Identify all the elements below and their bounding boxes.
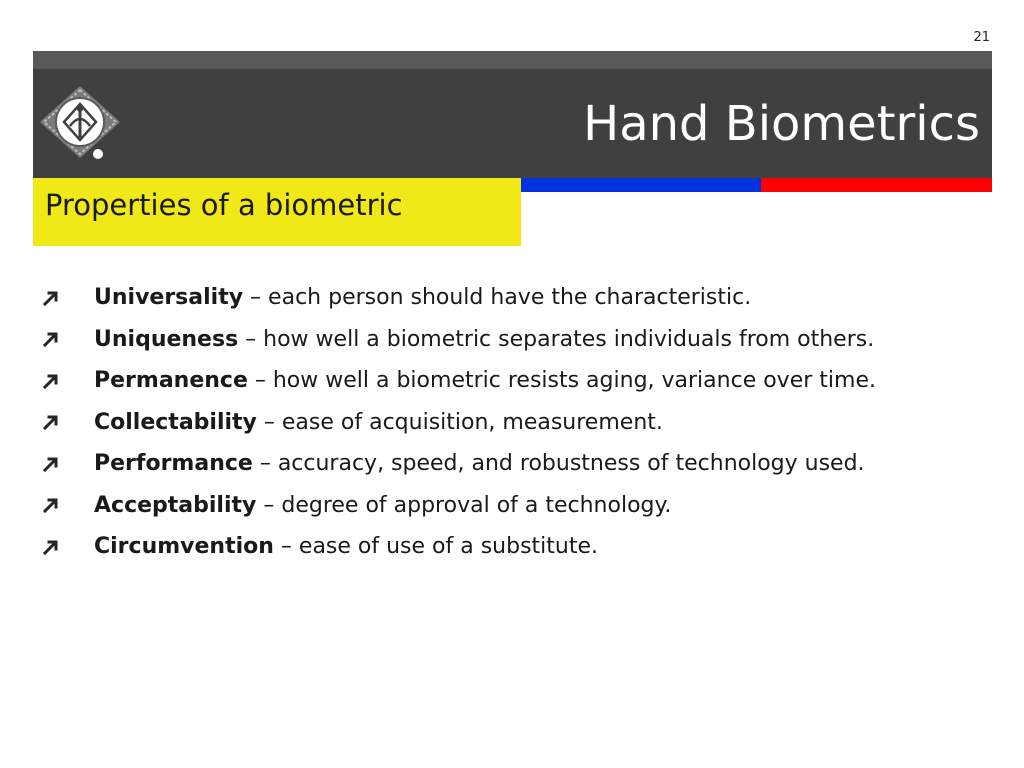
list-item <box>42 402 1002 444</box>
arrow-up-right-icon <box>42 455 94 473</box>
bullet-term: Collectability <box>94 409 257 435</box>
bullet-term: Uniqueness <box>94 326 239 352</box>
arrow-up-right-icon <box>42 372 94 390</box>
bullet-text: – ease of acquisition, measurement. <box>256 409 663 435</box>
bullet-text: – ease of use of a substitute. <box>273 534 599 560</box>
arrow-up-right-icon <box>42 496 94 514</box>
bullet-term: Acceptability <box>94 492 257 518</box>
bullet-term: Circumvention <box>94 534 274 560</box>
list-item <box>42 526 1002 568</box>
subtitle: Properties of a biometric <box>45 188 403 222</box>
list-item <box>42 485 1002 527</box>
bullet-text: – each person should have the characteristic. <box>243 285 752 311</box>
list-item <box>42 277 1002 319</box>
arrow-up-right-icon <box>42 330 94 348</box>
bullet-text: – how well a biometric resists aging, variance over time. <box>247 368 876 394</box>
page-number: 21 <box>973 30 990 45</box>
accent-bar-red <box>761 178 992 192</box>
header-top-strip <box>33 51 992 69</box>
bullet-term: Permanence <box>94 368 248 394</box>
list-item <box>42 443 1002 485</box>
bullet-text: – accuracy, speed, and robustness of technology used. <box>252 451 865 477</box>
bullet-text: – how well a biometric separates individuals from others. <box>238 326 875 352</box>
bullet-term: Performance <box>94 451 253 477</box>
accent-bar-blue <box>521 178 761 192</box>
subtitle-box <box>33 178 521 246</box>
list-item <box>42 319 1002 361</box>
arrow-up-right-icon <box>42 538 94 556</box>
bullet-text: – degree of approval of a technology. <box>256 492 672 518</box>
bullet-list <box>42 277 1002 568</box>
list-item <box>42 360 1002 402</box>
institution-logo-icon <box>40 82 130 164</box>
arrow-up-right-icon <box>42 289 94 307</box>
slide-title: Hand Biometrics <box>583 96 980 152</box>
bullet-term: Universality <box>94 285 244 311</box>
arrow-up-right-icon <box>42 413 94 431</box>
